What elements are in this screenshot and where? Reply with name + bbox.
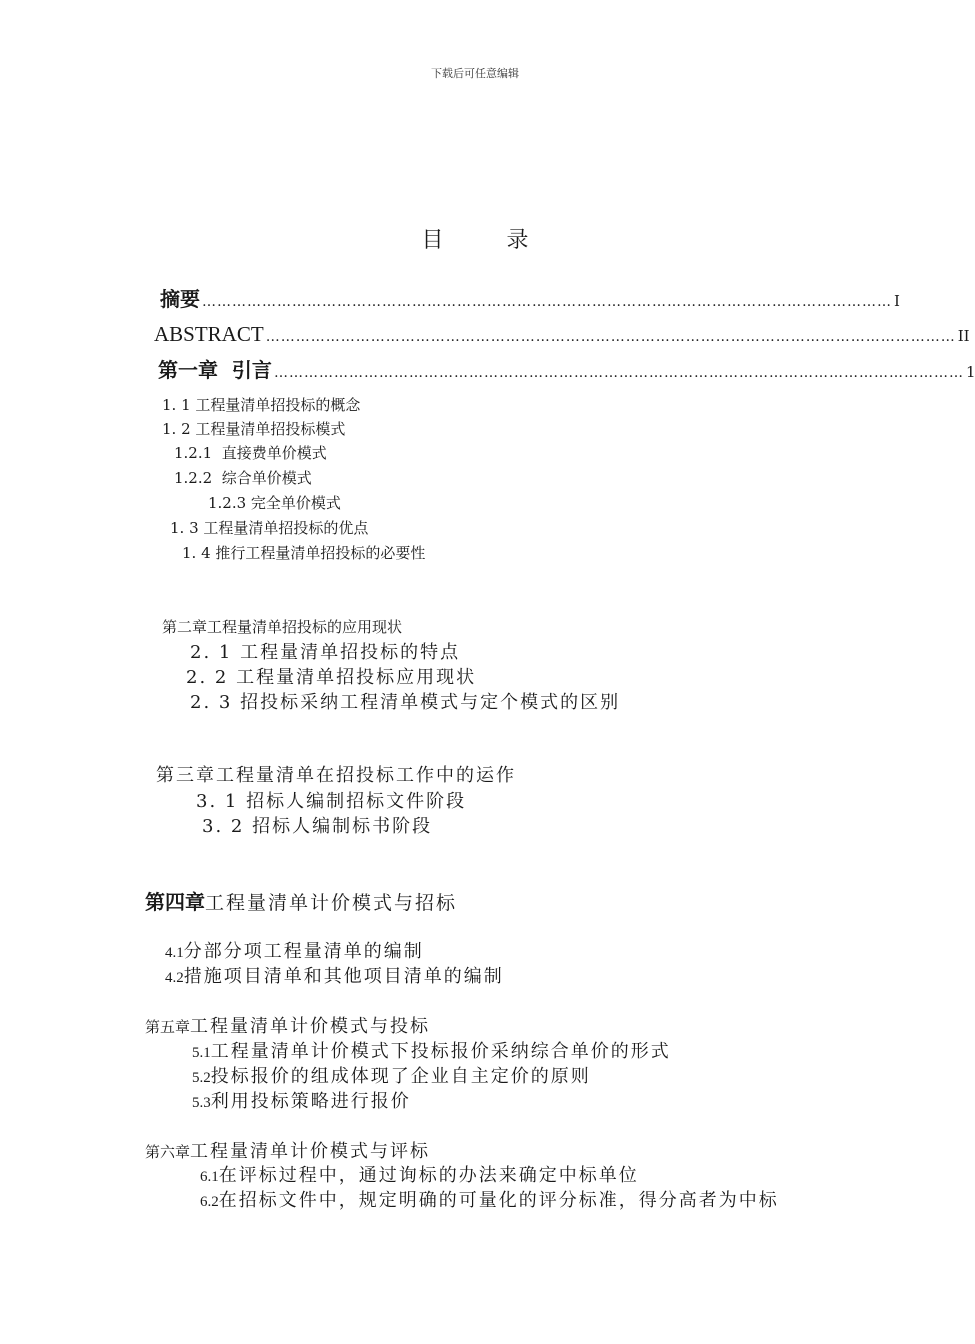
toc-label-abstract-en: ABSTRACT bbox=[154, 322, 264, 346]
toc-item-1-2-3[interactable]: 1.2.3 完全单价模式 bbox=[208, 494, 341, 512]
item-text: 在招标文件中，规定明确的可量化的评分标准，得分高者为中标 bbox=[218, 1190, 779, 1211]
toc-chapter-6-title[interactable] bbox=[145, 1143, 430, 1161]
chapter-4-prefix: 第四章 bbox=[145, 890, 205, 914]
toc-item-1-2-2[interactable]: 1.2.2 综合单价模式 bbox=[174, 469, 312, 487]
toc-label-chapter-1: 第一章 引言 bbox=[158, 358, 272, 382]
toc-item-5-3[interactable] bbox=[192, 1093, 411, 1111]
item-text: 措施项目清单和其他项目清单的编制 bbox=[183, 966, 504, 987]
toc-item-4-2[interactable] bbox=[165, 968, 504, 986]
toc-item-1-1[interactable]: 1. 1 工程量清单招投标的概念 bbox=[162, 396, 361, 414]
toc-page-number: I bbox=[894, 292, 900, 310]
toc-item-2-2[interactable]: 2. 2 工程量清单招投标应用现状 bbox=[186, 667, 477, 688]
item-number: 4.1 bbox=[165, 945, 184, 961]
item-number: 5.1 bbox=[192, 1045, 211, 1061]
toc-chapter-5-title[interactable] bbox=[145, 1018, 430, 1036]
toc-row-chapter-1[interactable] bbox=[158, 358, 975, 382]
dot-leader: ………………………………………………………………………………………………………………………… bbox=[273, 365, 964, 381]
item-number: 6.1 bbox=[200, 1169, 219, 1185]
item-number: 5.3 bbox=[192, 1095, 211, 1111]
item-text: 分部分项工程量清单的编制 bbox=[183, 941, 424, 962]
dot-leader: ………………………………………………………………………………………………………………………… bbox=[265, 329, 956, 345]
item-number: 5.2 bbox=[192, 1070, 211, 1086]
chapter-4-name: 工程量清单计价模式与招标 bbox=[205, 892, 458, 914]
toc-item-2-1[interactable]: 2. 1 工程量清单招投标的特点 bbox=[190, 642, 461, 663]
page-title: 目 录 bbox=[421, 228, 557, 253]
chapter-5-prefix: 第五章 bbox=[145, 1018, 191, 1036]
item-text: 在评标过程中，通过询标的办法来确定中标单位 bbox=[218, 1165, 639, 1186]
toc-page-number: 1 bbox=[965, 363, 975, 381]
header-note: 下载后可任意编辑 bbox=[431, 67, 519, 80]
toc-item-1-2[interactable]: 1. 2 工程量清单招投标模式 bbox=[162, 420, 346, 438]
toc-item-6-2[interactable] bbox=[200, 1192, 779, 1210]
item-text: 工程量清单计价模式下投标报价采纳综合单价的形式 bbox=[210, 1041, 671, 1062]
toc-item-1-2-1[interactable]: 1.2.1 直接费单价模式 bbox=[174, 444, 327, 462]
toc-row-abstract-cn[interactable] bbox=[160, 287, 900, 311]
item-text: 投标报价的组成体现了企业自主定价的原则 bbox=[210, 1066, 591, 1087]
item-text: 利用投标策略进行报价 bbox=[210, 1091, 411, 1112]
toc-item-4-1[interactable] bbox=[165, 943, 424, 961]
toc-item-3-2[interactable]: 3. 2 招标人编制标书阶段 bbox=[202, 816, 433, 837]
chapter-5-name: 工程量清单计价模式与投标 bbox=[190, 1016, 431, 1037]
toc-item-1-3[interactable]: 1. 3 工程量清单招投标的优点 bbox=[170, 519, 369, 537]
toc-item-2-3[interactable]: 2. 3 招投标采纳工程清单模式与定个模式的区别 bbox=[190, 692, 621, 713]
toc-chapter-2-title[interactable]: 第二章工程量清单招投标的应用现状 bbox=[162, 618, 403, 636]
toc-page-number: II bbox=[957, 327, 970, 345]
item-number: 6.2 bbox=[200, 1194, 219, 1210]
toc-row-abstract-en[interactable] bbox=[154, 322, 970, 346]
item-number: 4.2 bbox=[165, 970, 184, 986]
toc-item-3-1[interactable]: 3. 1 招标人编制招标文件阶段 bbox=[196, 791, 467, 812]
chapter-6-prefix: 第六章 bbox=[145, 1143, 191, 1161]
toc-item-5-1[interactable] bbox=[192, 1043, 671, 1061]
toc-label-abstract-cn: 摘要 bbox=[160, 287, 200, 311]
toc-chapter-3-title[interactable]: 第三章工程量清单在招投标工作中的运作 bbox=[156, 765, 516, 786]
toc-item-6-1[interactable] bbox=[200, 1167, 639, 1185]
toc-item-5-2[interactable] bbox=[192, 1068, 591, 1086]
toc-item-1-4[interactable]: 1. 4 推行工程量清单招投标的必要性 bbox=[182, 544, 426, 562]
chapter-6-name: 工程量清单计价模式与评标 bbox=[190, 1141, 431, 1162]
toc-chapter-4-title[interactable] bbox=[145, 892, 457, 913]
dot-leader: ………………………………………………………………………………………………………………………… bbox=[202, 294, 892, 310]
